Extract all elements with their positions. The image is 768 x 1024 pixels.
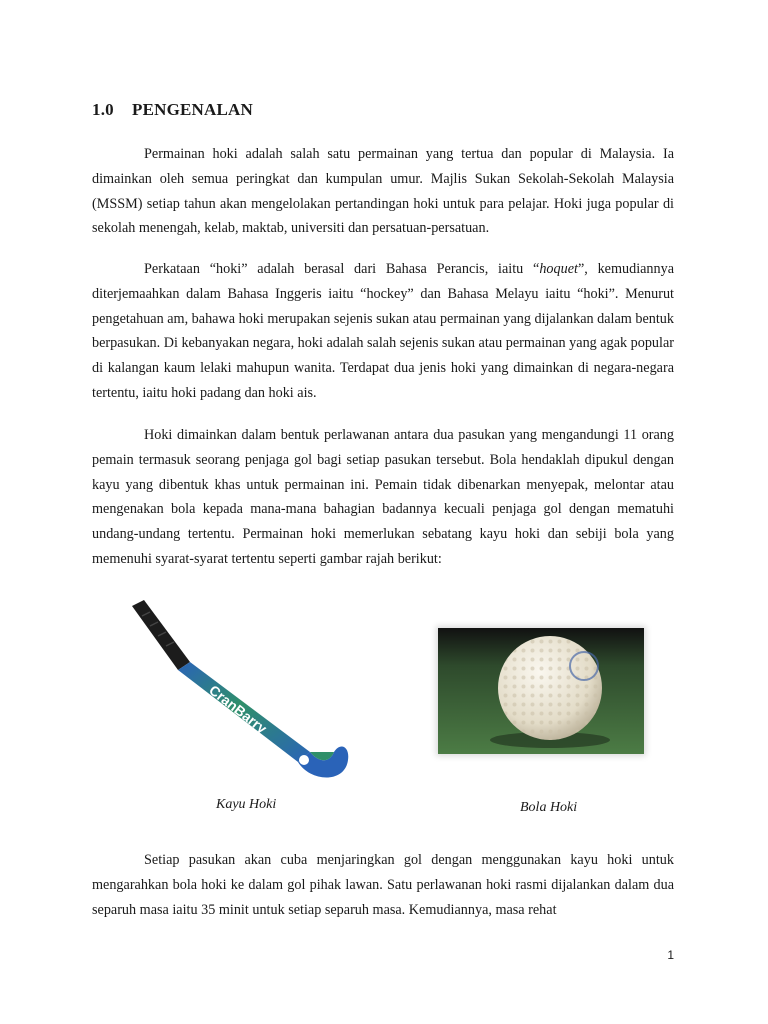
section-number: 1.0 — [92, 100, 114, 119]
stick-caption: Kayu Hoki — [216, 797, 277, 812]
paragraph-2-italic-term: hoquet — [539, 261, 578, 277]
paragraph-4: Setiap pasukan akan cuba menjaringkan gol dengan menggunakan kayu hoki untuk mengarahkan bola hoki ke dalam gol pihak lawan. Satu perlawanan hoki rasmi dijalankan dalam dua separuh masa iaitu 35 minit untuk setiap separuh masa. Kemudiannya, masa rehat — [92, 852, 674, 918]
page-number: 1 — [667, 948, 674, 962]
paragraph-2-text-b: ”, kemudiannya diterjemaahkan dalam Bahasa Inggeris iaitu “hockey” dan Bahasa Melayu iaitu “hoki”. Menurut pengetahuan am, bahawa hoki merupakan sejenis sukan atau permainan yang dijalankan dalam bentuk berpasukan. Di kebanyakan negara, hoki adalah salah sejenis sukan atau permainan yang agak popular di kalangan kaum lelaki mahupun wanita. Terdapat dua jenis hoki yang dimainkan di negara-negara tertentu, iaitu hoki padang dan hoki ais. — [92, 261, 675, 401]
paragraph-2 — [92, 257, 674, 406]
hockey-ball-image — [438, 628, 644, 754]
hockey-stick-image — [120, 592, 360, 792]
section-title: PENGENALAN — [132, 100, 254, 119]
stick-brand-text: CranBarry — [206, 681, 270, 737]
paragraph-3: Hoki dimainkan dalam bentuk perlawanan antara dua pasukan yang mengandungi 11 orang pemain termasuk seorang penjaga gol bagi setiap pasukan tersebut. Bola hendaklah dipukul dengan kayu yang dibentuk khas untuk permainan ini. Pemain tidak dibenarkan menyepak, melontar atau mengenakan bola kepada mana-mana bahagian badannya kecuali penjaga gol dengan mematuhi undang-undang tertentu. Permainan hoki memerlukan sebatang kayu hoki dan sebiji bola yang memenuhi syarat-syarat tertentu seperti gambar rajah berikut: — [92, 427, 674, 567]
paragraph-2-text-a: Perkataan “hoki” adalah berasal dari Bahasa Perancis, iaitu “ — [144, 261, 540, 277]
paragraph-1: Permainan hoki adalah salah satu permainan yang tertua dan popular di Malaysia. Ia dimainkan oleh semua peringkat dan kumpulan umur. Majlis Sukan Sekolah-Sekolah Malaysia (MSSM) setiap tahun akan mengelolakan pertandingan hoki untuk para pelajar. Hoki juga popular di sekolah menengah, kelab, maktab, universiti dan persatuan-persatuan. — [92, 146, 674, 237]
section-heading — [92, 100, 253, 120]
ball-caption: Bola Hoki — [520, 800, 578, 815]
